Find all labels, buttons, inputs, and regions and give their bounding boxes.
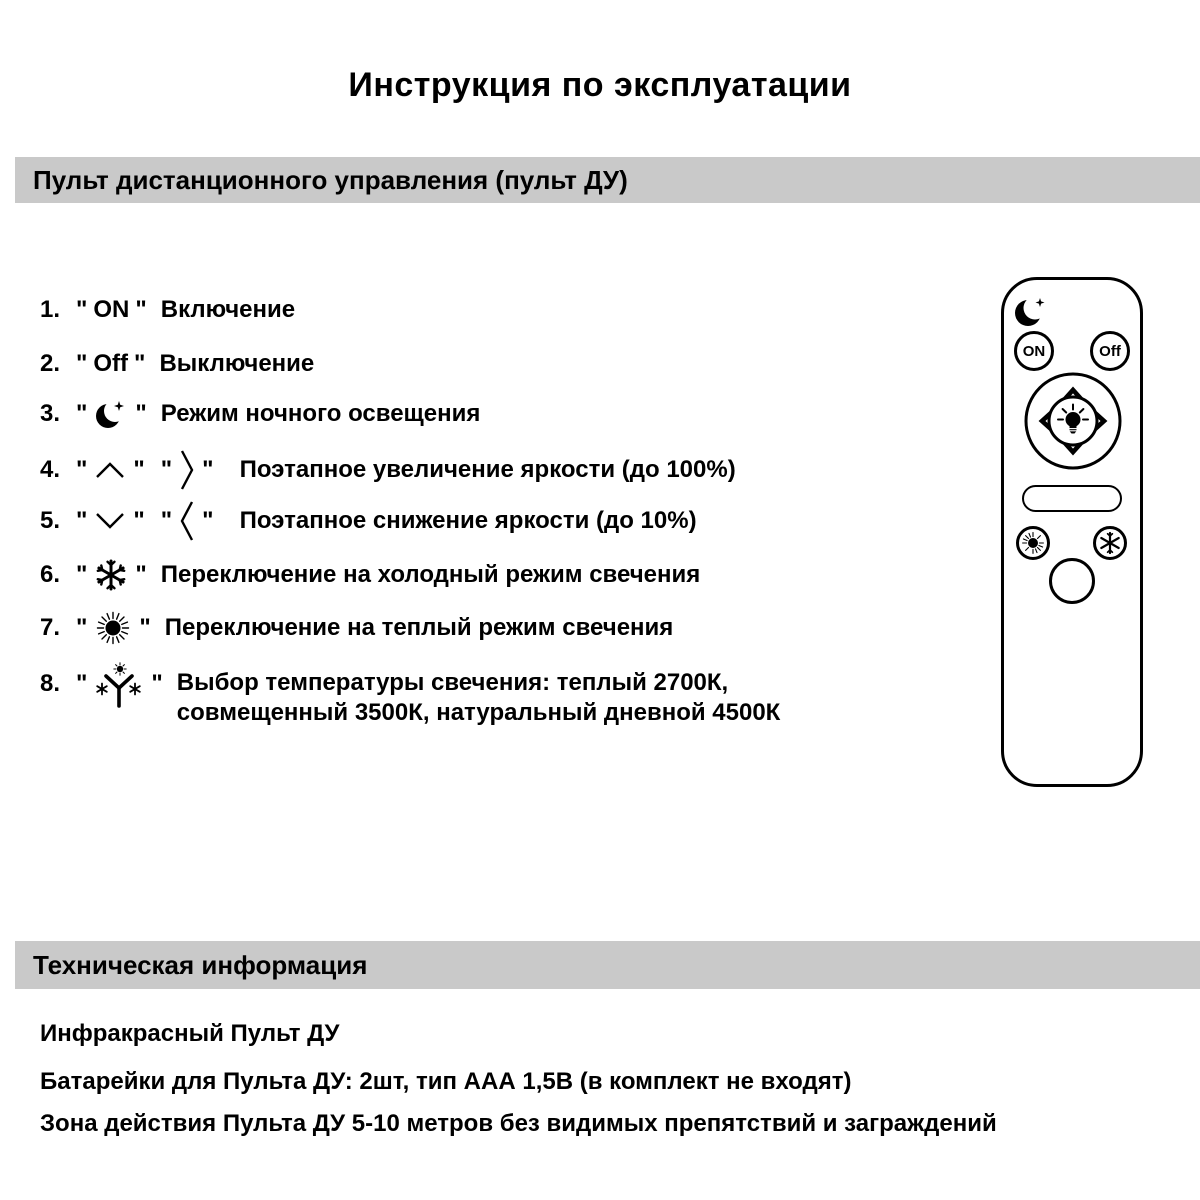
- tech-info-line: Батарейки для Пульта ДУ: 2шт, тип ААА 1,5В (в комплект не входят): [40, 1068, 852, 1095]
- quote-mark: ": [202, 507, 214, 534]
- item-number: 7.: [40, 614, 61, 641]
- chevron-up-icon: [94, 461, 126, 479]
- quote-mark: ": [139, 614, 151, 641]
- remote-off-label: Off: [1099, 342, 1121, 360]
- item-description: Переключение на теплый режим свечения: [164, 614, 674, 641]
- item-description: Выбор температуры свечения: теплый 2700К, совмещенный 3500К, натуральный дневной 4500К: [176, 669, 781, 726]
- tech-info-line: Инфракрасный Пульт ДУ: [40, 1020, 340, 1047]
- quote-mark: ": [76, 670, 88, 697]
- quote-mark: ": [135, 400, 147, 427]
- quote-mark: ": [76, 561, 88, 588]
- moon-icon: [1013, 293, 1049, 329]
- key-label-off: Off: [93, 350, 129, 377]
- list-item-warm-mode: [40, 606, 673, 650]
- list-item-cold-mode: [40, 553, 700, 597]
- section-header-tech-label: Техническая информация: [33, 949, 368, 980]
- list-item-brightness-down: [40, 499, 697, 543]
- key-label-on: ON: [93, 296, 130, 323]
- list-item-off: [40, 342, 314, 386]
- section-header-tech: [15, 941, 1200, 989]
- item-number: 1.: [40, 296, 61, 323]
- list-item-brightness-up: [40, 448, 736, 492]
- remote-off-button: [1090, 331, 1130, 371]
- quote-mark: ": [76, 296, 88, 323]
- quote-mark: ": [76, 350, 88, 377]
- quote-mark: ": [76, 400, 88, 427]
- remote-dpad: [1023, 371, 1123, 471]
- list-item-night-mode: [40, 392, 480, 436]
- quote-mark: ": [202, 456, 214, 483]
- remote-pill-button: [1022, 485, 1122, 512]
- remote-control-diagram: [1001, 277, 1143, 787]
- quote-mark: ": [133, 507, 145, 534]
- list-item-on: [40, 288, 295, 332]
- section-header-remote: [15, 157, 1200, 203]
- sun-icon: [94, 609, 132, 647]
- angle-left-icon: [179, 499, 195, 543]
- item-description: Выключение: [159, 350, 315, 377]
- quote-mark: ": [134, 350, 146, 377]
- moon-icon: [94, 397, 128, 431]
- quote-mark: ": [76, 507, 88, 534]
- remote-cold-button: [1093, 526, 1127, 560]
- quote-mark: ": [151, 670, 163, 697]
- item-description: Включение: [160, 296, 296, 323]
- sun-icon: [1020, 530, 1046, 556]
- page-title: Инструкция по эксплуатации: [348, 66, 852, 104]
- night-mode-button: [1013, 293, 1049, 329]
- section-header-remote-label: Пульт дистанционного управления (пульт ДУ): [33, 164, 628, 195]
- quote-mark: ": [160, 456, 173, 483]
- snowflake-icon: [1098, 531, 1122, 555]
- angle-right-icon: [179, 448, 195, 492]
- quote-mark: ": [133, 456, 145, 483]
- quote-mark: ": [76, 614, 88, 641]
- quote-mark: ": [135, 296, 147, 323]
- item-number: 4.: [40, 456, 61, 483]
- item-number: 5.: [40, 507, 61, 534]
- item-number: 8.: [40, 670, 61, 697]
- quote-mark: ": [76, 456, 88, 483]
- remote-on-button: [1014, 331, 1054, 371]
- item-number: 6.: [40, 561, 61, 588]
- chevron-down-icon: [94, 512, 126, 530]
- remote-warm-button: [1016, 526, 1050, 560]
- remote-bottom-button: [1049, 558, 1095, 604]
- snowflake-icon: [94, 558, 128, 592]
- quote-mark: ": [160, 507, 173, 534]
- item-description: Поэтапное увеличение яркости (до 100%): [239, 456, 736, 483]
- temperature-select-icon: [94, 661, 144, 711]
- list-item-temperature-select: [40, 661, 781, 726]
- item-number: 3.: [40, 400, 61, 427]
- quote-mark: ": [135, 561, 147, 588]
- remote-on-label: ON: [1022, 342, 1046, 360]
- item-description: Переключение на холодный режим свечения: [160, 561, 701, 588]
- item-description: Поэтапное снижение яркости (до 10%): [239, 507, 697, 534]
- item-number: 2.: [40, 350, 61, 377]
- tech-info-line: Зона действия Пульта ДУ 5-10 метров без видимых препятствий и заграждений: [40, 1110, 997, 1137]
- item-description: Режим ночного освещения: [160, 400, 481, 427]
